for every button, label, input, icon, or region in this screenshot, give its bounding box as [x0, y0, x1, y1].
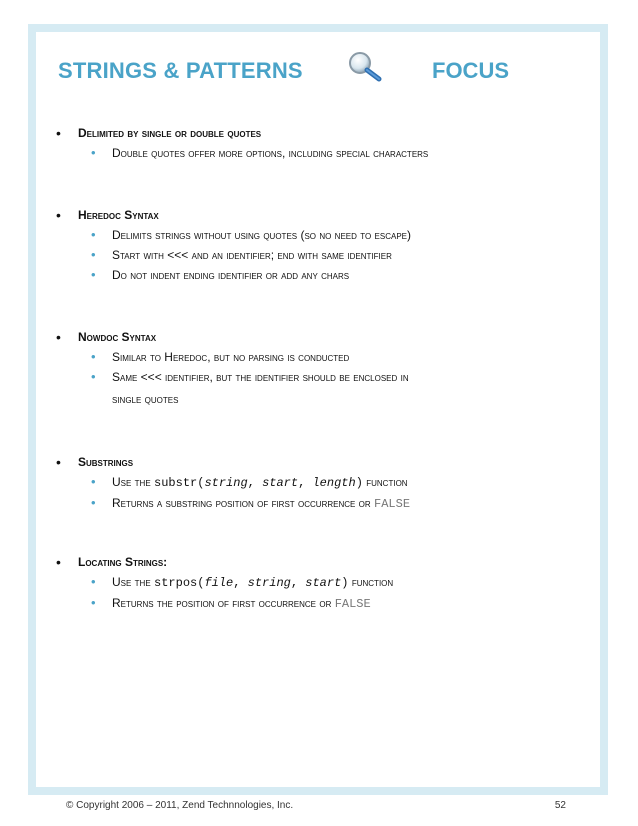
item-text: function [348, 575, 394, 589]
sub-list [56, 144, 428, 162]
section-heading [56, 555, 393, 569]
code-text: length [312, 476, 356, 490]
sub-list [56, 348, 409, 408]
section-heading [56, 208, 411, 222]
section-heading [56, 126, 428, 140]
list-item [56, 573, 393, 592]
sub-bullet-icon: • [91, 474, 96, 489]
code-text: , [298, 476, 313, 490]
item-text: function [362, 475, 408, 489]
code-text: string [204, 476, 248, 490]
sub-list [56, 573, 393, 613]
bullet-icon: • [56, 125, 61, 141]
copyright-text: © Copyright 2006 – 2011, Zend Technnologies, Inc. [66, 800, 294, 811]
item-text: Similar to Heredoc, but no parsing is conducted [112, 350, 350, 364]
sub-bullet-icon: • [91, 267, 96, 282]
sub-bullet-icon: • [91, 349, 96, 364]
item-text: Start with <<< and an identifier; end with same identifier [112, 248, 392, 262]
code-text: FALSE [374, 497, 411, 511]
magnifying-glass-icon [346, 50, 384, 84]
section-heading [56, 455, 410, 469]
list-item [56, 494, 410, 513]
page-number: 52 [554, 800, 566, 811]
footer [66, 800, 566, 811]
sub-bullet-icon: • [91, 227, 96, 242]
bullet-icon: • [56, 207, 61, 223]
code-text: strpos( [154, 576, 205, 590]
code-text: ) [341, 576, 349, 590]
sub-list [56, 473, 410, 513]
list-item [56, 594, 393, 613]
sub-bullet-icon: • [91, 574, 96, 589]
sub-bullet-icon: • [91, 495, 96, 510]
list-item [56, 226, 411, 244]
list-item [56, 368, 409, 408]
section [56, 126, 428, 162]
section-heading-text: Delimited by single or double quotes [78, 126, 262, 140]
item-text-continuation: single quotes [112, 392, 179, 406]
code-text: start [305, 576, 342, 590]
section [56, 555, 393, 613]
section [56, 455, 410, 513]
code-text: ) [355, 476, 363, 490]
item-text: Returns a substring position of first occurrence or [112, 496, 375, 510]
list-item [56, 473, 410, 492]
item-text: Use the [112, 575, 155, 589]
item-text: Double quotes offer more options, including special characters [112, 146, 429, 160]
section [56, 208, 411, 284]
list-item [56, 266, 411, 284]
code-text: , [233, 576, 248, 590]
list-item [56, 246, 411, 264]
item-text: Returns the position of first occurrence or [112, 596, 335, 610]
list-item [56, 348, 409, 366]
bullet-icon: • [56, 329, 61, 345]
code-text: file [204, 576, 234, 590]
sub-bullet-icon: • [91, 145, 96, 160]
title-focus: FOCUS [432, 58, 509, 83]
sub-bullet-icon: • [91, 247, 96, 262]
section-heading-text: Heredoc Syntax [78, 208, 159, 222]
sub-list [56, 226, 411, 284]
sub-bullet-icon: • [91, 369, 96, 384]
section-heading [56, 330, 409, 344]
page-title: STRINGS & PATTERNS [58, 58, 303, 83]
item-text: Delimits strings without using quotes (so no need to escape) [112, 228, 411, 242]
bullet-icon: • [56, 454, 61, 470]
section-heading-text: Substrings [78, 455, 134, 469]
section-heading-text: Nowdoc Syntax [78, 330, 157, 344]
code-text: substr( [154, 476, 205, 490]
code-text: string [247, 576, 291, 590]
code-text: start [262, 476, 299, 490]
list-item [56, 144, 428, 162]
bullet-icon: • [56, 554, 61, 570]
section-heading-text: Locating Strings: [78, 555, 168, 569]
title-row [58, 58, 538, 94]
item-text: Use the [112, 475, 155, 489]
code-text: , [290, 576, 306, 590]
item-text: Same <<< identifier, but the identifier should be enclosed in [112, 370, 409, 384]
code-text: FALSE [334, 597, 371, 611]
code-text: , [247, 476, 263, 490]
item-text: Do not indent ending identifier or add any chars [112, 268, 350, 282]
section [56, 330, 409, 408]
sub-bullet-icon: • [91, 595, 96, 610]
